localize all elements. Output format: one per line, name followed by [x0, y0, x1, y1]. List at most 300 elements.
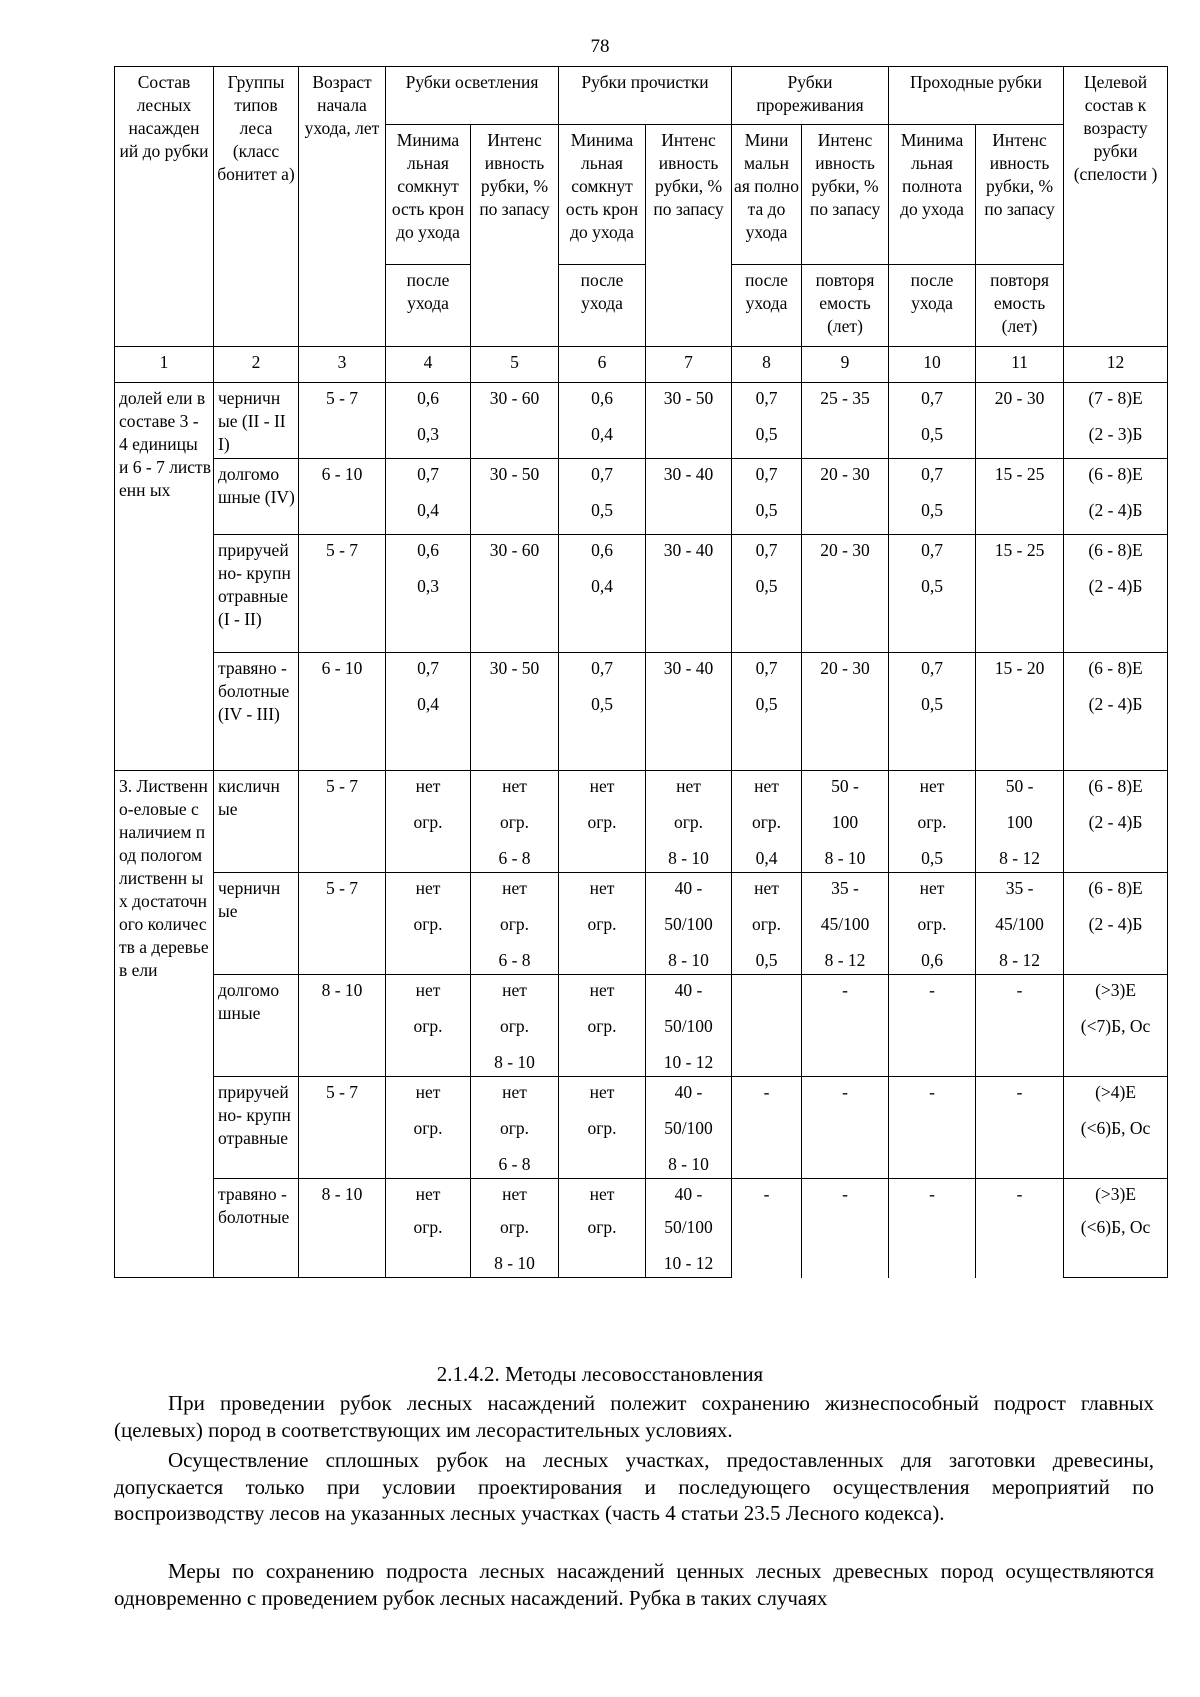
paragraph: Меры по сохранению подроста лесных насаждений ценных лесных древесных пород осуществляются одновременно с проведением рубок лесных насаждений. Рубка в таких случаях — [114, 1559, 1154, 1610]
value-c9-value: 50 - — [831, 776, 859, 796]
column-number: 8 — [732, 347, 802, 383]
table-row — [115, 1077, 1168, 1179]
value-c11 — [976, 873, 1064, 975]
paragraph: Осуществление сплошных рубок на лесных участках, предоставленных для заготовки древесины, допускается только при условии проектирования и последующего осуществления мероприятий по воспроизводству лесов на указанных лесных участках (часть 4 статьи 23.5 Лесного кодекса). — [114, 1448, 1154, 1525]
value-c6-value: 0,6 — [591, 388, 613, 408]
value-c7 — [646, 1212, 732, 1278]
value-c5-value: нет — [502, 1082, 527, 1102]
forest-type — [214, 1179, 299, 1278]
header-intensity: Интенс ивность рубки, % по запасу — [646, 125, 732, 347]
header-repeat: повторя емость (лет) — [802, 265, 889, 347]
value-c7-value: 50/100 — [664, 1016, 713, 1036]
start-age — [299, 873, 386, 975]
value-c9 — [802, 459, 889, 535]
value-c10 — [889, 1077, 976, 1179]
value-c8-value: - — [763, 1082, 770, 1102]
value-c10-value: 0,5 — [921, 424, 943, 444]
value-c7 — [646, 383, 732, 459]
forest-type — [214, 975, 299, 1077]
header-clearing: Рубки осветления — [386, 67, 559, 125]
value-c4-value: огр. — [413, 1216, 443, 1237]
value-c7-value: огр. — [673, 812, 704, 832]
forest-care-table — [114, 66, 1168, 1278]
value-c11-value: 50 - — [1005, 776, 1034, 796]
value-c9 — [802, 771, 889, 873]
start-age-value: 5 - 7 — [325, 1082, 359, 1102]
value-c12 — [1064, 535, 1168, 653]
value-c5 — [471, 771, 559, 873]
value-c10 — [889, 1179, 976, 1278]
value-c12-value: (>3)Е — [1095, 980, 1137, 1000]
value-c5-value: нет — [502, 878, 527, 898]
start-age-value: 5 - 7 — [325, 776, 359, 796]
header-after-care: после ухода — [559, 265, 646, 347]
value-c9-value: - — [842, 1184, 848, 1204]
header-repeat: повторя емость (лет) — [976, 265, 1064, 347]
value-c12-value: (2 - 4)Б — [1088, 914, 1143, 934]
value-c5 — [471, 1077, 559, 1179]
table-row — [115, 535, 1168, 653]
header-min-density: Минима льная полнота до ухода — [889, 125, 976, 265]
header-forest-group: Группы типов леса (класс бонитет а) — [214, 67, 299, 347]
value-c7-value: 8 - 10 — [668, 848, 709, 868]
value-c10-value: 0,5 — [921, 576, 943, 596]
value-c10 — [889, 653, 976, 771]
value-c8-value: 0,5 — [755, 950, 778, 970]
value-c12 — [1064, 873, 1168, 975]
value-c11-value: - — [1016, 1184, 1023, 1204]
page-number: 78 — [590, 36, 610, 57]
value-c12-value: (<6)Б, Ос — [1080, 1216, 1151, 1237]
value-c11-value: - — [1016, 980, 1023, 1000]
value-c4-value: 0,7 — [417, 464, 439, 484]
value-c12-value: (>4)Е — [1095, 1082, 1137, 1102]
value-c5-value: 6 - 8 — [498, 848, 531, 868]
value-c10-value: нет — [919, 878, 945, 898]
value-c5-value: огр. — [499, 1216, 530, 1237]
value-c8-value: огр. — [751, 812, 782, 832]
value-c12-value: (2 - 4)Б — [1088, 694, 1143, 714]
paragraph: При проведении рубок лесных насаждений полежит сохранению жизнеспособный подрост главных (целевых) пород в соответствующих им лесорастительных условиях. — [114, 1391, 1154, 1442]
value-c6 — [559, 1077, 646, 1179]
value-c7-value: нет — [676, 776, 701, 796]
value-c4-value: 0,4 — [417, 500, 439, 520]
value-c11 — [976, 653, 1064, 771]
value-c11-value: 45/100 — [995, 914, 1044, 934]
value-c6-value: 0,4 — [591, 424, 613, 444]
column-number: 2 — [214, 347, 299, 383]
composition-label: 3. Лиственн о-еловые с наличием под пологом лиственн ых достаточн ого количеств а деревьев ели — [115, 771, 214, 1278]
value-c4-value: огр. — [413, 1016, 443, 1036]
value-c4-value: нет — [415, 980, 441, 1000]
header-after-care: после ухода — [732, 265, 802, 347]
forest-type-value: кисличн ые — [218, 776, 280, 819]
start-age — [299, 1179, 386, 1278]
value-c9-value: 45/100 — [820, 914, 870, 934]
value-c10-value: огр. — [917, 812, 947, 832]
value-c7 — [646, 1179, 732, 1212]
value-c6 — [559, 873, 646, 975]
value-c4 — [386, 771, 471, 873]
value-c6-value: 0,7 — [591, 464, 613, 484]
value-c5-value: 6 - 8 — [498, 1154, 531, 1174]
value-c5 — [471, 653, 559, 771]
value-c8-value: огр. — [751, 914, 782, 934]
column-number: 10 — [889, 347, 976, 383]
column-number: 12 — [1064, 347, 1168, 383]
table-row — [115, 459, 1168, 535]
value-c12-value: (6 - 8)Е — [1088, 540, 1143, 560]
value-c12 — [1064, 1077, 1168, 1179]
start-age-value: 5 - 7 — [325, 540, 359, 560]
value-c5-value: 30 - 50 — [489, 464, 540, 484]
value-c9-value: - — [842, 1082, 848, 1102]
value-c4-value: нет — [415, 1082, 441, 1102]
value-c8-value: 0,5 — [755, 576, 778, 596]
value-c9 — [802, 975, 889, 1077]
value-c6 — [559, 459, 646, 535]
value-c12 — [1064, 1212, 1168, 1278]
value-c12-value: (2 - 4)Б — [1088, 576, 1143, 596]
value-c12-value: (>3)Е — [1095, 1184, 1137, 1204]
value-c11-value: 20 - 30 — [994, 388, 1045, 408]
value-c8 — [732, 653, 802, 771]
value-c12 — [1064, 383, 1168, 459]
header-intensity: Интенс ивность рубки, % по запасу — [802, 125, 889, 265]
value-c11-value: - — [1016, 1082, 1023, 1102]
value-c4 — [386, 1212, 471, 1278]
forest-type — [214, 771, 299, 873]
forest-type — [214, 459, 299, 535]
header-min-crown: Минима льная сомкнут ость крон до ухода — [386, 125, 471, 265]
value-c6-value: нет — [589, 878, 615, 898]
value-c7 — [646, 535, 732, 653]
value-c7-value: 40 - — [674, 878, 703, 898]
value-c5-value: нет — [502, 980, 527, 1000]
value-c9-value: 8 - 12 — [824, 950, 866, 970]
value-c7-value: 40 - — [674, 980, 703, 1000]
value-c11-value: 15 - 25 — [994, 540, 1045, 560]
value-c4 — [386, 1077, 471, 1179]
header-start-age: Возраст начала ухода, лет — [299, 67, 386, 347]
value-c8 — [732, 459, 802, 535]
value-c4 — [386, 459, 471, 535]
value-c10-value: 0,6 — [921, 950, 943, 970]
value-c10-value: 0,5 — [921, 848, 943, 868]
column-number: 5 — [471, 347, 559, 383]
value-c10-value: - — [929, 1184, 935, 1204]
column-number: 7 — [646, 347, 732, 383]
forest-type — [214, 873, 299, 975]
start-age — [299, 1077, 386, 1179]
value-c4-value: нет — [415, 776, 441, 796]
value-c9-value: 100 — [831, 812, 859, 832]
value-c12 — [1064, 1179, 1168, 1212]
value-c4-value: 0,6 — [417, 388, 439, 408]
value-c11-value: 100 — [1006, 812, 1033, 832]
value-c10 — [889, 383, 976, 459]
start-age-value: 8 - 10 — [321, 980, 363, 1000]
start-age-value: 6 - 10 — [321, 464, 363, 484]
forest-type-value: приручейно- крупнотравные — [218, 1082, 291, 1148]
value-c7-value: 30 - 50 — [663, 388, 714, 408]
value-c5 — [471, 383, 559, 459]
value-c6-value: огр. — [587, 914, 617, 934]
column-number: 1 — [115, 347, 214, 383]
value-c10-value: 0,5 — [921, 500, 943, 520]
forest-type — [214, 1077, 299, 1179]
value-c12-value: (6 - 8)Е — [1088, 658, 1143, 678]
value-c5-value: огр. — [499, 1118, 530, 1138]
value-c11-value: 35 - — [1005, 878, 1034, 898]
value-c4-value: огр. — [413, 812, 443, 832]
forest-type-value: черничн ые — [218, 878, 281, 921]
value-c6-value: огр. — [587, 1216, 617, 1237]
start-age — [299, 975, 386, 1077]
value-c9 — [802, 1179, 889, 1278]
header-composition: Состав лесных насажден ий до рубки — [115, 67, 214, 347]
value-c6-value: нет — [589, 1082, 615, 1102]
value-c7-value: 40 - — [674, 1184, 703, 1204]
value-c4-value: 0,7 — [417, 658, 439, 678]
value-c8 — [732, 383, 802, 459]
forest-type-value: долгомо шные (IV) — [218, 464, 295, 507]
value-c10-value: 0,7 — [921, 388, 943, 408]
value-c9-value: 8 - 10 — [824, 848, 866, 868]
column-number: 4 — [386, 347, 471, 383]
start-age — [299, 535, 386, 653]
table-row — [115, 1179, 1168, 1212]
value-c12-value: (6 - 8)Е — [1088, 878, 1143, 898]
value-c9-value: 20 - 30 — [820, 464, 870, 484]
value-c12-value: (2 - 4)Б — [1088, 500, 1143, 520]
value-c8-value: 0,7 — [755, 658, 778, 678]
value-c4 — [386, 383, 471, 459]
value-c6-value: 0,5 — [591, 694, 613, 714]
value-c9 — [802, 535, 889, 653]
value-c10 — [889, 459, 976, 535]
start-age — [299, 459, 386, 535]
value-c10-value: 0,7 — [921, 464, 943, 484]
value-c6 — [559, 653, 646, 771]
value-c4-value: 0,3 — [417, 576, 439, 596]
header-intensity: Интенс ивность рубки, % по запасу — [976, 125, 1064, 265]
start-age — [299, 653, 386, 771]
value-c7-value: 50/100 — [664, 1118, 713, 1138]
value-c4-value: огр. — [413, 914, 443, 934]
value-c11-value: 8 - 12 — [999, 950, 1040, 970]
value-c9-value: - — [842, 980, 848, 1000]
value-c7 — [646, 459, 732, 535]
value-c9 — [802, 383, 889, 459]
value-c6-value: 0,7 — [591, 658, 613, 678]
value-c4 — [386, 1179, 471, 1212]
value-c12-value: (6 - 8)Е — [1088, 464, 1143, 484]
value-c9-value: 20 - 30 — [820, 540, 870, 560]
value-c5-value: 6 - 8 — [498, 950, 531, 970]
value-c7-value: 8 - 10 — [668, 1154, 709, 1174]
header-thinning: Рубки прореживания — [732, 67, 889, 125]
value-c5-value: 30 - 50 — [489, 658, 540, 678]
column-number: 6 — [559, 347, 646, 383]
table-row — [115, 873, 1168, 975]
value-c12-value: (<7)Б, Ос — [1080, 1016, 1151, 1036]
header-min-crown: Минима льная сомкнут ость крон до ухода — [559, 125, 646, 265]
value-c6-value: 0,4 — [591, 576, 613, 596]
value-c8-value: 0,7 — [755, 464, 778, 484]
column-number: 11 — [976, 347, 1064, 383]
value-c8 — [732, 535, 802, 653]
value-c8-value: 0,5 — [755, 694, 778, 714]
value-c8-value: 0,5 — [755, 500, 778, 520]
value-c7 — [646, 975, 732, 1077]
value-c6 — [559, 383, 646, 459]
value-c10 — [889, 873, 976, 975]
value-c6-value: огр. — [587, 812, 617, 832]
value-c11 — [976, 771, 1064, 873]
column-numbers-row — [115, 347, 1168, 383]
header-after-care: после ухода — [386, 265, 471, 347]
forest-type — [214, 383, 299, 459]
value-c5-value: 8 - 10 — [494, 1252, 535, 1273]
value-c10-value: - — [929, 980, 935, 1000]
value-c6-value: огр. — [587, 1016, 617, 1036]
value-c10-value: - — [929, 1082, 935, 1102]
value-c6 — [559, 771, 646, 873]
value-c7 — [646, 771, 732, 873]
value-c9-value: 35 - — [831, 878, 859, 898]
group-b-body — [115, 771, 1168, 1278]
start-age — [299, 383, 386, 459]
section-title: 2.1.4.2. Методы лесовосстановления — [436, 1362, 764, 1386]
table-row — [115, 975, 1168, 1077]
group-a-body — [115, 383, 1168, 771]
start-age — [299, 771, 386, 873]
header-intensity: Интенс ивность рубки, % по запасу — [471, 125, 559, 347]
value-c9 — [802, 653, 889, 771]
value-c5-value: 30 - 60 — [489, 388, 540, 408]
value-c5-value: огр. — [499, 914, 530, 934]
forest-type — [214, 653, 299, 771]
value-c8 — [732, 1179, 802, 1278]
value-c12-value: (2 - 3)Б — [1088, 424, 1143, 444]
value-c5-value: нет — [502, 776, 527, 796]
header-cleaning: Рубки прочистки — [559, 67, 732, 125]
column-number: 3 — [299, 347, 386, 383]
value-c6-value: 0,5 — [591, 500, 613, 520]
value-c12 — [1064, 653, 1168, 771]
value-c5 — [471, 1212, 559, 1278]
value-c10 — [889, 535, 976, 653]
value-c4 — [386, 653, 471, 771]
value-c8 — [732, 771, 802, 873]
forest-type — [214, 535, 299, 653]
value-c11 — [976, 975, 1064, 1077]
forest-type-value: травяно - болотные (IV - III) — [218, 658, 290, 724]
value-c5-value: нет — [502, 1184, 527, 1204]
forest-type-value: черничн ые (II - III) — [218, 388, 286, 454]
value-c5 — [471, 975, 559, 1077]
value-c9 — [802, 873, 889, 975]
value-c7 — [646, 653, 732, 771]
start-age-value: 5 - 7 — [325, 878, 359, 898]
value-c5 — [471, 873, 559, 975]
value-c11 — [976, 459, 1064, 535]
value-c10-value: нет — [919, 776, 945, 796]
value-c4-value: нет — [415, 878, 441, 898]
value-c11-value: 15 - 20 — [994, 658, 1045, 678]
value-c7-value: 50/100 — [664, 1216, 713, 1237]
value-c11 — [976, 383, 1064, 459]
value-c7 — [646, 873, 732, 975]
value-c5 — [471, 459, 559, 535]
value-c8-value — [734, 979, 799, 1002]
value-c6 — [559, 1212, 646, 1278]
header-target: Целевой состав к возрасту рубки (спелости ) — [1064, 67, 1168, 347]
value-c4 — [386, 535, 471, 653]
value-c4-value: нет — [415, 1184, 441, 1204]
value-c12-value: (<6)Б, Ос — [1080, 1118, 1151, 1138]
value-c6-value: нет — [589, 980, 615, 1000]
value-c7-value: 30 - 40 — [663, 658, 714, 678]
value-c11-value: 8 - 12 — [999, 848, 1040, 868]
value-c12-value: (6 - 8)Е — [1088, 776, 1143, 796]
value-c10-value: 0,7 — [921, 540, 943, 560]
value-c4-value: 0,6 — [417, 540, 439, 560]
value-c7-value: 40 - — [674, 1082, 703, 1102]
header-after-care: после ухода — [889, 265, 976, 347]
value-c11 — [976, 1179, 1064, 1278]
value-c9-value: 25 - 35 — [820, 388, 870, 408]
value-c12-value: (2 - 4)Б — [1088, 812, 1143, 832]
value-c10-value: 0,7 — [921, 658, 943, 678]
value-c5 — [471, 535, 559, 653]
value-c7-value: 30 - 40 — [663, 540, 714, 560]
column-number: 9 — [802, 347, 889, 383]
value-c7-value: 50/100 — [664, 914, 713, 934]
value-c9 — [802, 1077, 889, 1179]
value-c8 — [732, 975, 802, 1077]
value-c6 — [559, 975, 646, 1077]
value-c5-value: огр. — [499, 1016, 530, 1036]
table-row — [115, 383, 1168, 459]
value-c5-value: огр. — [499, 812, 530, 832]
value-c11 — [976, 1077, 1064, 1179]
header-min-density: Мини мальн ая полно та до ухода — [732, 125, 802, 265]
start-age-value: 6 - 10 — [321, 658, 363, 678]
value-c6 — [559, 1179, 646, 1212]
value-c10-value: огр. — [917, 914, 947, 934]
value-c12 — [1064, 975, 1168, 1077]
value-c10 — [889, 975, 976, 1077]
value-c4-value: огр. — [413, 1118, 443, 1138]
value-c11 — [976, 535, 1064, 653]
value-c5 — [471, 1179, 559, 1212]
start-age-value: 8 - 10 — [321, 1184, 363, 1204]
value-c7-value: 30 - 40 — [663, 464, 714, 484]
value-c12-value: (7 - 8)Е — [1088, 388, 1143, 408]
forest-type-value: травяно - болотные — [218, 1184, 290, 1227]
value-c6-value: нет — [589, 776, 615, 796]
table-row — [115, 653, 1168, 771]
value-c6-value: 0,6 — [591, 540, 613, 560]
value-c6-value: нет — [589, 1184, 615, 1204]
value-c7 — [646, 1077, 732, 1179]
value-c8 — [732, 873, 802, 975]
value-c7-value: 10 - 12 — [663, 1052, 714, 1072]
value-c11-value: 15 - 25 — [994, 464, 1045, 484]
value-c4-value: 0,3 — [417, 424, 439, 444]
